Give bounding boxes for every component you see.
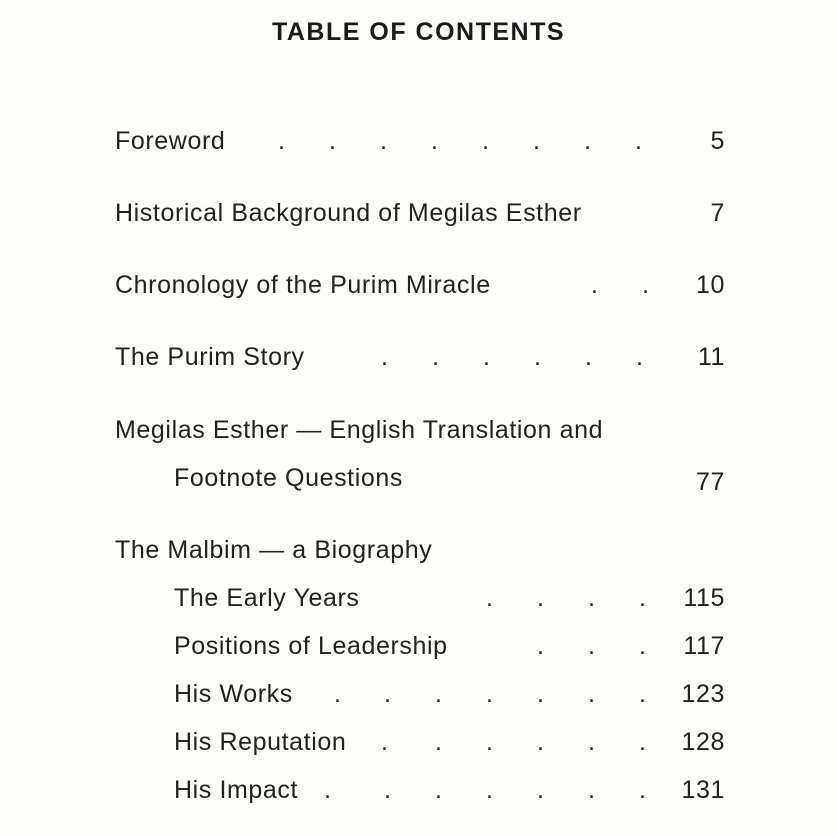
leader-dot: . xyxy=(435,776,442,804)
leader-dot: . xyxy=(588,776,595,804)
leader-dot: . xyxy=(584,127,591,155)
leader-dot: . xyxy=(329,127,336,155)
toc-subentry-positions-of-leadership xyxy=(174,632,725,668)
leader-dot: . xyxy=(534,343,541,371)
leader-dot: . xyxy=(483,343,490,371)
leader-dot: . xyxy=(380,127,387,155)
toc-entry-title: Chronology of the Purim Miracle xyxy=(115,271,491,299)
leader-dot: . xyxy=(636,343,643,371)
leader-dot: . xyxy=(384,680,391,708)
toc-entry-malbim-biography xyxy=(115,536,725,572)
leader-dot: . xyxy=(384,776,391,804)
leader-dot: . xyxy=(431,127,438,155)
leader-dot: . xyxy=(435,728,442,756)
toc-entry-title: The Early Years xyxy=(174,584,360,612)
toc-entry-title: The Purim Story xyxy=(115,343,305,371)
toc-entry-title: His Reputation xyxy=(174,728,347,756)
leader-dot: . xyxy=(334,680,341,708)
leader-dot: . xyxy=(591,271,598,299)
toc-page-number: 7 xyxy=(710,199,725,227)
leader-dot: . xyxy=(588,632,595,660)
toc-subentry-his-works xyxy=(174,680,725,716)
toc-entry-title-line1: Megilas Esther — English Translation and xyxy=(115,416,604,444)
toc-entry-megilas-translation xyxy=(115,416,725,496)
toc-entry-historical-background xyxy=(115,199,725,235)
leader-dot: . xyxy=(435,680,442,708)
toc-page-number: 128 xyxy=(681,728,725,756)
toc-entry-title: The Malbim — a Biography xyxy=(115,536,433,564)
leader-dot: . xyxy=(635,127,642,155)
toc-entry-chronology xyxy=(115,271,725,307)
toc-page-number: 123 xyxy=(681,680,725,708)
leader-dot: . xyxy=(486,584,493,612)
leader-dot: . xyxy=(486,728,493,756)
leader-dot: . xyxy=(381,728,388,756)
leader-dot: . xyxy=(537,776,544,804)
leader-dot: . xyxy=(585,343,592,371)
toc-subentry-his-reputation xyxy=(174,728,725,764)
leader-dot: . xyxy=(639,584,646,612)
toc-page-number: 5 xyxy=(710,127,725,155)
toc-page-number: 11 xyxy=(697,343,725,371)
toc-page-number: 77 xyxy=(695,468,725,496)
leader-dot: . xyxy=(381,343,388,371)
page-title: TABLE OF CONTENTS xyxy=(271,18,566,46)
leader-dot: . xyxy=(486,776,493,804)
toc-entry-foreword xyxy=(115,127,725,163)
toc-entry-title: His Works xyxy=(174,680,293,708)
leader-dot: . xyxy=(639,632,646,660)
leader-dot: . xyxy=(486,680,493,708)
toc-subentry-his-impact xyxy=(174,776,725,812)
toc-entry-title: Positions of Leadership xyxy=(174,632,448,660)
leader-dot: . xyxy=(588,728,595,756)
leader-dot: . xyxy=(588,584,595,612)
leader-dot: . xyxy=(432,343,439,371)
leader-dot: . xyxy=(537,728,544,756)
leader-dot: . xyxy=(537,680,544,708)
leader-dot: . xyxy=(639,776,646,804)
leader-dot: . xyxy=(588,680,595,708)
leader-dot: . xyxy=(537,632,544,660)
toc-entry-title: His Impact xyxy=(174,776,299,804)
leader-dot: . xyxy=(537,584,544,612)
toc-entry-title-line2: Footnote Questions xyxy=(174,464,403,492)
toc-page-number: 131 xyxy=(681,776,725,804)
toc-page-number: 115 xyxy=(683,584,725,612)
toc-entry-title: Historical Background of Megilas Esther xyxy=(115,199,582,227)
toc-page-number: 10 xyxy=(695,271,725,299)
leader-dot: . xyxy=(278,127,285,155)
leader-dot: . xyxy=(324,776,331,804)
leader-dot: . xyxy=(642,271,649,299)
toc-subentry-early-years xyxy=(174,584,725,620)
toc-entry-purim-story xyxy=(115,343,725,379)
toc-entry-title: Foreword xyxy=(115,127,226,155)
leader-dot: . xyxy=(533,127,540,155)
leader-dot: . xyxy=(639,680,646,708)
toc-page-number: 117 xyxy=(683,632,725,660)
leader-dot: . xyxy=(482,127,489,155)
leader-dot: . xyxy=(639,728,646,756)
